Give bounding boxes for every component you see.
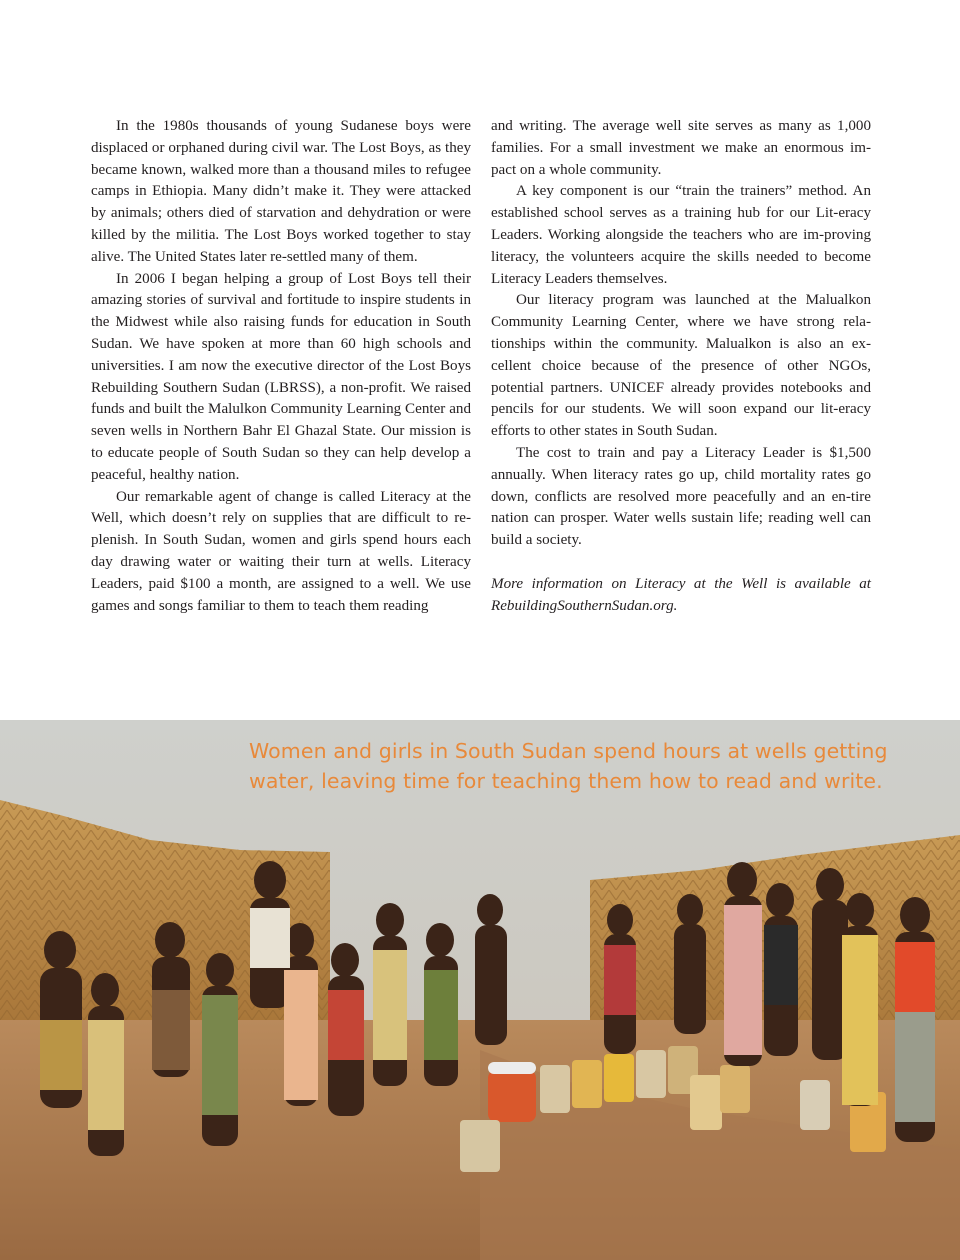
paragraph-continued-well-sites: and writing. The average well site serves as many as 1,000 families. For a small investment we make an enormous im-pact on a whole community. xyxy=(491,118,871,178)
article-left-column xyxy=(91,116,471,617)
paragraph-lbrss-founding: In 2006 I began helping a group of Lost Boys tell their amazing stories of survival and fortitude to inspire students in the Midwest while also raising funds for education in South Sudan. We have spoken at more than 60 high schools and universities. I am now the executive director of the Lost Boys Rebuilding Southern Sudan (LBRSS), a non-profit. We raised funds and built the Malulkon Community Learning Center and seven wells in Northern Bahr El Ghazal State. Our mission is to educate people of South Sudan so they can help develop a peaceful, healthy nation. xyxy=(91,270,471,483)
more-information-note: More information on Literacy at the Well is available at RebuildingSouthernSudan.org. xyxy=(491,575,871,614)
caption-line-1: Women and girls in South Sudan spend hours at wells getting xyxy=(249,739,888,763)
article-right-column xyxy=(491,116,871,617)
paragraph-malualkon-program: Our literacy program was launched at the Malualkon Community Learning Center, where we have strong rela-tionships within the community. Malualkon is also an ex-cellent choice because of the presence of other NGOs, potential partners. UNICEF already provides notebooks and pencils for our students. We will soon expand our lit-eracy efforts to other states in South Sudan. xyxy=(491,292,871,440)
paragraph-lost-boys-history: In the 1980s thousands of young Sudanese boys were displaced or orphaned during civil war. The Lost Boys, as they became known, walked more than a thousand miles to refugee camps in Ethiopia. Many didn’t make it. They were attacked by animals; others died of starvation and dehydration or were killed by the militia. The Lost Boys worked together to stay alive. The United States later re-settled many of them. xyxy=(91,118,471,265)
paragraph-train-the-trainers: A key component is our “train the trainers” method. An established school serves as a training hub for our Lit-eracy Leaders. Working alongside the teachers who are im-proving literacy, the volunteers acquire the skills needed to become Literacy Leaders themselves. xyxy=(491,183,871,287)
caption-line-2: water, leaving time for teaching them how to read and write. xyxy=(249,769,883,793)
paragraph-cost-and-impact: The cost to train and pay a Literacy Leader is $1,500 annually. When literacy rates go up, child mortality rates go down, conflicts are resolved more peacefully and an en-tire nation can prosper. Water wells sustain life; reading well can build a society. xyxy=(491,444,871,549)
paragraph-literacy-at-the-well: Our remarkable agent of change is called Literacy at the Well, which doesn’t rely on supplies that are difficult to re-plenish. In South Sudan, women and girls spend hours each day drawing water or waiting their turn at wells. Literacy Leaders, paid $100 a month, are assigned to a well. We use games and songs familiar to them to teach them reading xyxy=(91,488,471,614)
well-site-photo xyxy=(0,720,960,1260)
photo-caption xyxy=(249,736,929,796)
